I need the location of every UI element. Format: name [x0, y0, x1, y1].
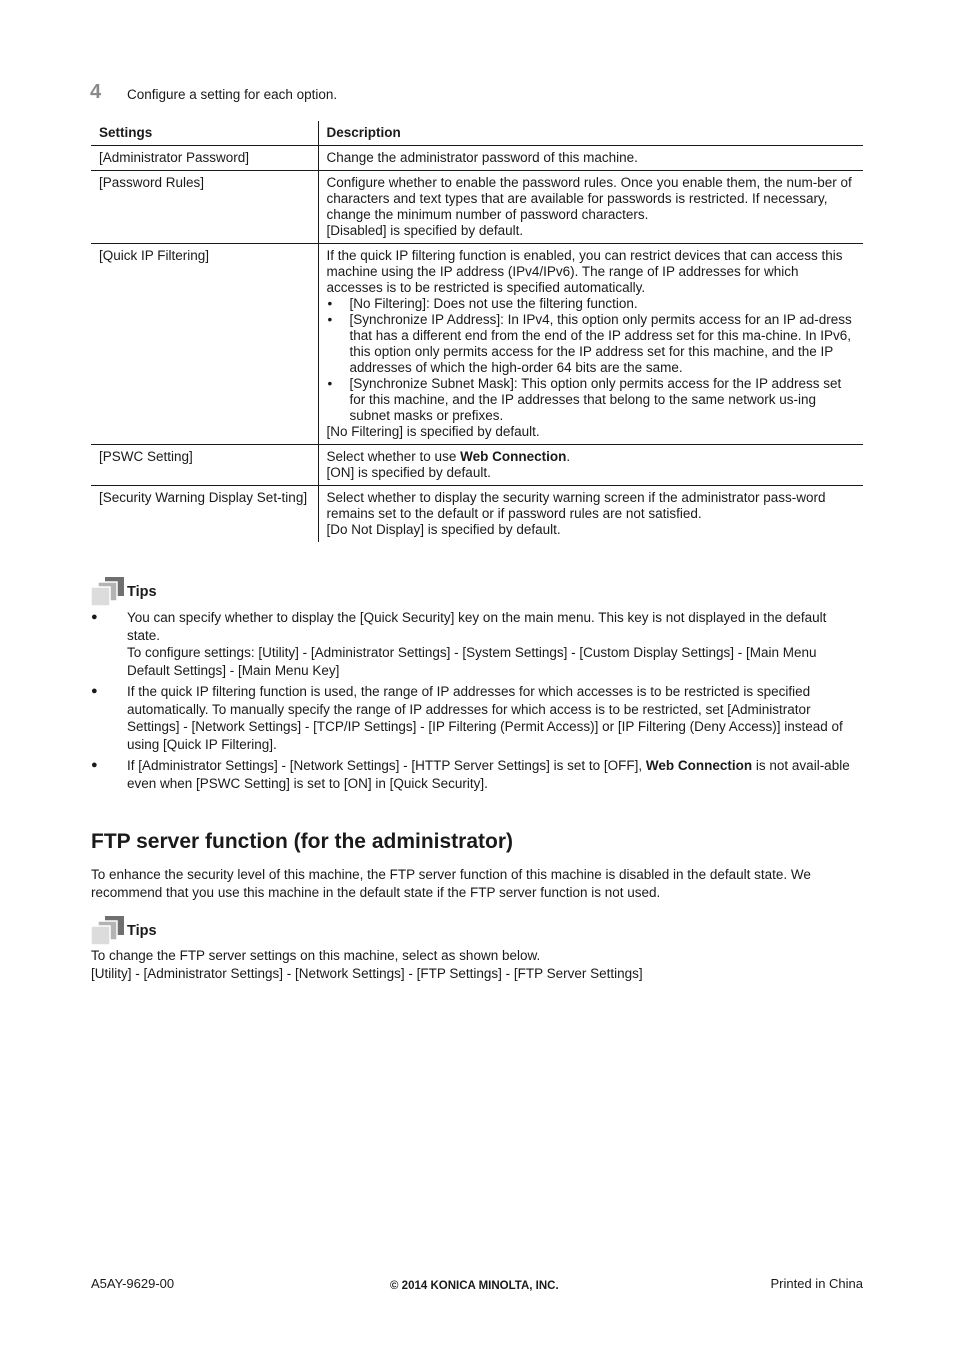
setting-name: [Administrator Password] [99, 150, 250, 165]
tips-icon [91, 915, 127, 945]
setting-description: Select whether to display the security warning screen if the administrator pass-word remains set to the default or if password rules are not satisfied. [Do Not Display] is specified by default. [318, 486, 863, 543]
setting-description: Change the administrator password of this machine. [318, 146, 863, 171]
table-row [91, 171, 863, 244]
settings-table [91, 121, 863, 542]
step-instruction: Configure a setting for each option. [127, 87, 338, 102]
tips-label: Tips [127, 584, 157, 600]
list-item: • [Synchronize IP Address]: In IPv4, this option only permits access for an IP ad-dress that has a different end from the end of the IP address set for this ma-chine. In IPv6, this option only permits access for the IP address set for this machine, and the IP addresses of which the high-order 64 bits are the same. [327, 312, 856, 376]
setting-description: If the quick IP filtering function is enabled, you can restrict devices that can access this machine using the IP address (IPv4/IPv6). The range of IP addresses for which accesses is to be restricted is specified automatically. • [No Filtering]: Does not use the filtering function. • [Synchronize IP Address]: In IPv4, this option only permits access for an IP ad-dress that has a different end from the end of the IP address set for this ma-chine. In IPv6, this option only permits access for the IP address set for this machine, and the IP addresses of which the high-order 64 bits are the same. • [Synchronize Subnet Mask]: This option only permits access for the IP address set for this machine, and the IP addresses that belong to the same network us-ing subnet masks or prefixes. [No Filtering] is specified by default. [318, 244, 863, 445]
tips-heading [91, 915, 251, 947]
tips-label: Tips [127, 923, 157, 939]
setting-name: [PSWC Setting] [99, 449, 193, 464]
setting-name: [Quick IP Filtering] [99, 248, 210, 263]
document-code: A5AY-9629-00 [91, 1276, 175, 1291]
copyright: © 2014 KONICA MINOLTA, INC. [390, 1280, 559, 1292]
tips-icon [91, 576, 127, 606]
column-header-settings: Settings [99, 125, 153, 140]
section-paragraph: To enhance the security level of this machine, the FTP server function of this machine is disabled in the default state. We recommend that you use this machine in the default state if the FTP server function is not used. [91, 867, 811, 900]
list-item: ● You can specify whether to display the [Quick Security] key on the main menu. This key is not displayed in the default state. To configure settings: [Utility] - [Administrator Settings] - [System Settings] - [Custom Display Settings] - [Main Menu Default Settings] - [Main Menu Key] [91, 609, 863, 679]
web-connection-term: Web Connection [645, 758, 753, 773]
table-row [91, 146, 863, 171]
table-row [91, 244, 863, 445]
web-connection-term: Web Connection [460, 449, 567, 464]
step-number: 4 [90, 81, 102, 103]
table-row [91, 445, 863, 486]
list-item: • [Synchronize Subnet Mask]: This option only permits access for the IP address set for this machine, and the IP addresses that belong to the same network us-ing subnet masks or prefixes. [327, 376, 856, 424]
setting-description: Configure whether to enable the password rules. Once you enable them, the num-ber of characters and text types that are available for passwords is restricted. If necessary, change the minimum number of password characters. [Disabled] is specified by default. [318, 171, 863, 244]
table-header-row [91, 121, 863, 146]
section-heading: FTP server function (for the administrator) [91, 830, 513, 853]
setting-name: [Password Rules] [99, 175, 205, 190]
list-item: ● If the quick IP filtering function is used, the range of IP addresses for which accesses is to be restricted is specified automatically. To manually specify the range of IP addresses for which access is to be restricted, set [Administrator Settings] - [Network Settings] - [TCP/IP Settings] - [IP Filtering (Permit Access)] or [IP Filtering (Deny Access)] instead of using [Quick IP Filtering]. [91, 683, 863, 753]
column-header-description: Description [318, 121, 863, 146]
option-list [327, 296, 856, 424]
print-origin: Printed in China [770, 1276, 863, 1291]
list-item: ● If [Administrator Settings] - [Network Settings] - [HTTP Server Settings] is set to [OFF], Web Connection is not avail-able even when [PSWC Setting] is set to [ON] in [Quick Security]. [91, 757, 863, 792]
setting-description: Select whether to use Web Connection. [ON] is specified by default. [318, 445, 863, 486]
tips-text: To change the FTP server settings on this machine, select as shown below. [91, 948, 541, 963]
setting-name: [Security Warning Display Set-ting] [99, 490, 308, 505]
tips-path: [Utility] - [Administrator Settings] - [Network Settings] - [FTP Settings] - [FTP Server Settings] [91, 966, 643, 981]
table-row [91, 486, 863, 543]
tips-heading [91, 576, 251, 608]
tips-list [91, 609, 863, 796]
list-item: • [No Filtering]: Does not use the filtering function. [327, 296, 856, 312]
